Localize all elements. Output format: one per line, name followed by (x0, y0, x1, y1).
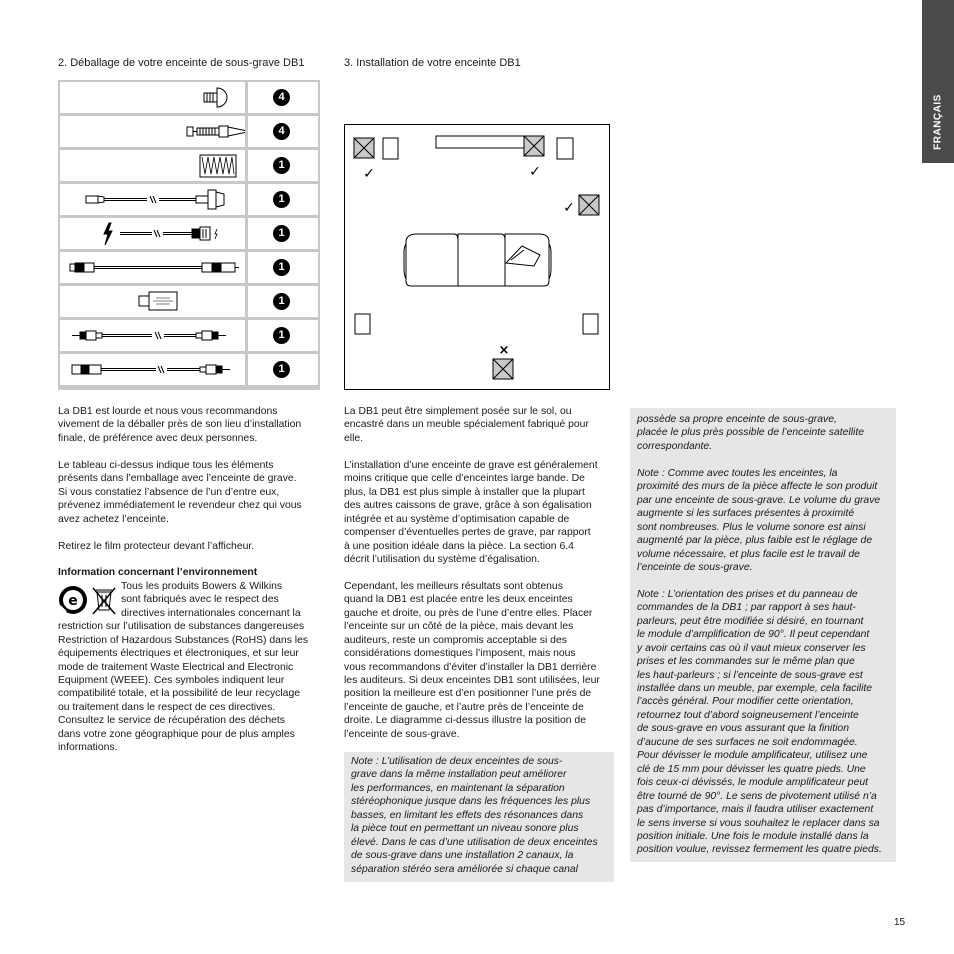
subwoofer-side-right (579, 195, 599, 215)
quantity-badge: 4 (273, 123, 290, 140)
quantity-badge: 4 (273, 89, 290, 106)
quantity-badge: 1 (273, 259, 290, 276)
table-row (60, 252, 318, 283)
quantity-badge: 1 (273, 361, 290, 378)
table-row (60, 320, 318, 351)
page-number: 15 (894, 917, 906, 928)
tv-unit (436, 136, 532, 148)
rohs-recycle-icon (59, 586, 87, 614)
table-row (60, 116, 318, 147)
speaker-front-left (383, 138, 398, 159)
table-row (60, 218, 318, 249)
foam-strip-illustration (60, 150, 245, 181)
power-cable-illustration (60, 218, 245, 249)
screw-cap-illustration (60, 82, 245, 113)
note-continued: possède sa propre enceinte de sous-grave, placée le plus près possible de l’enceinte satellite correspondante. Note : Comme avec toutes les enceintes, la proximité des murs de la pièce affecte le son produit par une enceinte de sous-grave. Le volume du grave augmente si les surfaces présentes à proximité sont nombreuses. Plus le volume sonore est ainsi augmenté par la pièce, plus faible est le réglage de volume nécessaire, et plus facile est le travail de l’enceinte de sous-grave. Note : L’orientation des prises et du panneau de commandes de la DB1 ; par rapport à ses haut- parleurs, peut être modifiée si désiré, en tournant le module d’amplification de 90°. Il peut cependant y avoir certains cas où il vaut mieux conserver les prises et les commandes sur le même plan que les haut-parleurs ; si l’enceinte de sous-grave est installée dans un meuble, par exemple, cela facilite l’accès général. Pour modifier cette orientation, retournez tout d’abord soigneusement l’enceinte de sous-grave en vous assurant que la finition d’aucune de ses surfaces ne soit endommagée. Pour dévisser le module amplificateur, utilisez une clé de 15 mm pour dévisser les quatre pieds. Une fois ceux-ci dévissés, le module amplificateur peut être tourné de 90°. Le sens de pivotement utilisé n’a pas d’importance, mais il faudra utiliser exactement le sens inverse si vous souhaitez le replacer dans sa position initiale. Une fois le module installé dans la position voulue, revissez fermement les quatre pieds. (630, 408, 896, 862)
subwoofer-front-left (354, 138, 374, 158)
speaker-front-right (557, 138, 573, 159)
table-row (60, 286, 318, 317)
usb-serial-cable-illustration (60, 184, 245, 215)
language-tab (922, 0, 954, 163)
check-mark: ✓ (563, 200, 575, 216)
contents-table (58, 80, 320, 390)
table-row (60, 354, 318, 385)
quantity-badge: 1 (273, 327, 290, 344)
svg-text:e: e (68, 593, 78, 609)
spike-illustration (60, 116, 245, 147)
section-2-heading: 2. Déballage de votre enceinte de sous-grave DB1 (58, 57, 305, 69)
sofa (404, 234, 551, 286)
table-row (60, 82, 318, 113)
section-3-heading: 3. Installation de votre enceinte DB1 (344, 57, 521, 69)
subwoofer-rear (493, 359, 513, 379)
installation-text: La DB1 peut être simplement posée sur le sol, ou encastré dans un meuble spécialement fabriqué pour elle. L’installation d’une enceinte de grave est généralement moins critique que celle d’enceintes large bande. De plus, la DB1 est plus simple à installer que la plupart des autres caissons de grave, grâce à son égalisation intégrée et au système d’optimisation capable de compenser d’éventuelles pertes de grave, par rapport à une position idéale dans la pièce. La section 6.4 décrit l’utilisation du système d’égalisation. Cependant, les meilleurs résultats sont obtenus quand la DB1 est placée entre les deux enceintes gauche et droite, ou près de l’une d’entre elles. Placer l’enceinte sur un côté de la pièce, mais devant les auditeurs, reste un compromis acceptable si des considérations domestiques l’imposent, mais nous vous recommandons d’éviter d’installer la DB1 derrière les auditeurs. Si deux enceintes DB1 sont utilisées, leur position la meilleure est d’en positionner l’une près de l’enceinte de gauche, et l’autre près de l’enceinte de droite. Le diagramme ci-dessus illustre la position de l’enceinte de sous-grave. (344, 406, 600, 740)
environment-symbols (58, 584, 120, 616)
speaker-rear-right (583, 314, 598, 334)
room-placement-diagram (344, 124, 610, 390)
note-two-subwoofers: Note : L’utilisation de deux enceintes de sous- grave dans la même installation peut améliorer les performances, en maintenant la séparation stéréophonique jusque dans les fréquences les plus basses, en limitant les effets des résonances dans la pièce tout en permettant un niveau sonore plus élevé. Dans le cas d’une utilisation de deux enceintes de sous-grave dans une installation 2 canaux, la séparation stéréo sera améliorée si chaque canal (344, 752, 614, 882)
subwoofer-front-right (524, 136, 544, 156)
cross-mark: × (498, 343, 510, 358)
quantity-badge: 1 (273, 225, 290, 242)
table-row (60, 184, 318, 215)
check-mark: ✓ (529, 164, 541, 180)
check-mark: ✓ (363, 166, 375, 182)
quantity-badge: 1 (273, 157, 290, 174)
dongle-illustration (60, 286, 245, 317)
table-row (60, 150, 318, 181)
rca-cable-illustration (60, 320, 245, 351)
quantity-badge: 1 (273, 191, 290, 208)
xlr-rca-cable-illustration (60, 354, 245, 385)
speaker-rear-left (355, 314, 370, 334)
weee-bin-icon (93, 588, 115, 614)
unpacking-text: La DB1 est lourde et nous vous recommandons vivement de la déballer près de son lieu d’installation finale, de préférence avec deux personnes. Le tableau ci-dessus indique tous les éléments présents dans l’emballage avec l’enceinte de grave. Si vous constatiez l’absence de l’un d’entre eux, prévenez immédiatement le revendeur chez qui vous avez achetez l’enceinte. Retirez le film protecteur devant l’afficheur. Information concernant l’environnement Tous les produits Bowers & Wilkins sont fabriqués avec le respect des directives internationales concernant la restriction sur l’utilisation de substances dangereuses Restriction of Hazardous Substances (RoHS) dans les équipements électriques et électroniques, et sur leur mode de traitement Waste Electrical and Electronic Equipment (WEEE). Ces symboles indiquent leur compatibilité totale, et la possibilité de leur recyclage ou traitement dans le respect de ces directives. Consultez le service de récupération des déchets dans votre zone géographique pour de plus amples informations. (58, 405, 322, 755)
language-label: FRANÇAIS (932, 94, 944, 150)
quantity-badge: 1 (273, 293, 290, 310)
environment-heading: Information concernant l’environnement (58, 567, 258, 579)
xlr-cable-illustration (60, 252, 245, 283)
